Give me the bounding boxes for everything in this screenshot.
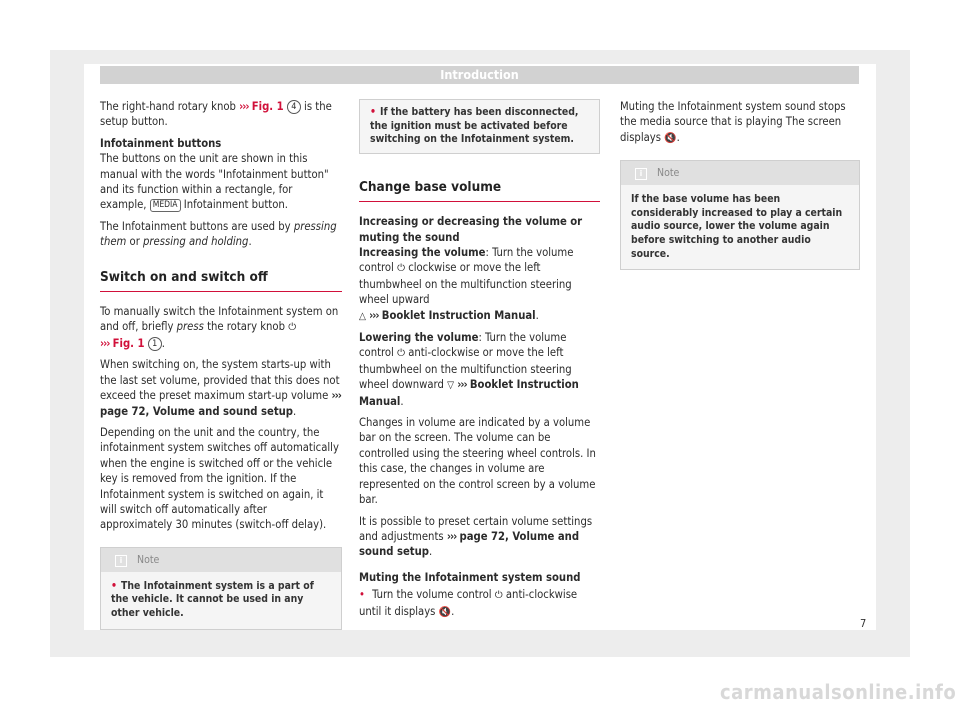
- paragraph-volume-bar: Changes in volume are indicated by a volume bar on the screen. The volume can be controlled using the steering wheel controls. In this case, the changes in volume are represented on the control screen by a volume bar.: [359, 416, 596, 507]
- info-icon: i: [115, 555, 127, 567]
- note-body: • The Infotainment system is a part of the vehicle. It cannot be used in any other vehicle.: [101, 572, 341, 629]
- subheading: Increasing or decreasing the volume or muting the sound: [359, 215, 583, 244]
- paragraph-mute-effect: Muting the Infotainment system sound stops the media source that is playing The screen displays 🔇.: [620, 100, 846, 144]
- bullet-icon: •: [111, 579, 117, 592]
- paragraph-increase: Increasing the volume: Turn the volume control ⏻ clockwise or move the left thumbwheel on the multifunction steering wheel upward △ ››› Booklet Instruction Manual.: [359, 246, 574, 322]
- chevron-icon: ›››: [369, 308, 379, 322]
- power-icon: ⏻: [494, 590, 503, 602]
- speaker-muted-icon: 🔇: [438, 606, 452, 618]
- paragraph-decrease: Lowering the volume: Turn the volume control ⏻ anti-clockwise or move the left thumbwheel on the multifunction steering wheel downward ▽ ››› Booklet Instruction Manual.: [359, 331, 579, 408]
- paragraph-auto-off: Depending on the unit and the country, the infotainment system switches off automatically when the engine is switched off or the vehicle key is removed from the ignition. If the Infotainment system is switched on again, it will switch off automatically after approximately 30 minutes (switch-off delay).: [100, 425, 339, 532]
- column-right: [620, 99, 860, 270]
- paragraph-manual-switch: To manually switch the Infotainment system on and off, briefly press the rotary knob ⏻ ››› Fig. 1 1 .: [100, 305, 339, 350]
- fig-link[interactable]: Fig. 1: [112, 336, 145, 350]
- bullet-icon: •: [359, 588, 365, 602]
- power-icon: ⏻: [288, 322, 297, 334]
- bullet-icon: •: [370, 106, 376, 118]
- page-link[interactable]: page 72, Volume and sound setup: [359, 529, 580, 559]
- chevron-icon: ›››: [100, 336, 110, 350]
- note-header: i Note: [621, 161, 859, 185]
- triangle-up-icon: △: [359, 310, 366, 322]
- power-icon: ⏻: [397, 348, 405, 360]
- paragraph-preset: It is possible to preset certain volume settings and adjustments ››› page 72, Volume and sound setup.: [359, 514, 593, 559]
- paragraph-setup-button: The right-hand rotary knob ››› Fig. 1 4 is the setup button.: [100, 100, 332, 129]
- paragraph-infotainment-buttons: Infotainment buttons The buttons on the unit are shown in this manual with the words "Infotainment button" and its function within a rectangle, for example, MEDIA Infotainment button.: [100, 136, 329, 212]
- triangle-down-icon: ▽: [447, 380, 455, 392]
- column-left: [100, 99, 342, 630]
- chevron-icon: ›››: [239, 100, 249, 113]
- watermark: carmanualsonline.info: [720, 680, 957, 704]
- callout-number: 1: [148, 337, 162, 351]
- paragraph-mute-step: • Turn the volume control ⏻ anti-clockwise until it displays 🔇.: [359, 588, 578, 618]
- booklet-ref: Booklet Instruction Manual: [359, 378, 579, 408]
- chevron-icon: ›››: [446, 529, 457, 543]
- chevron-icon: ›››: [331, 389, 341, 403]
- subheading: Infotainment buttons: [100, 136, 222, 150]
- note-header: i Note: [101, 548, 341, 572]
- info-icon: i: [635, 168, 647, 180]
- section-title-volume: Change base volume: [359, 158, 600, 202]
- paragraph-button-usage: The Infotainment buttons are used by pressing them or pressing and holding.: [100, 219, 337, 249]
- power-icon: ⏻: [397, 263, 405, 275]
- note-box: [100, 547, 342, 630]
- fig-link[interactable]: Fig. 1: [251, 100, 284, 113]
- speaker-muted-icon: 🔇: [664, 132, 677, 144]
- section-title-switch: Switch on and switch off: [100, 256, 342, 292]
- note-box: [620, 160, 860, 270]
- paragraph-startup-volume: When switching on, the system starts-up with the last set volume, provided that this does not exceed the preset maximum start-up volume ››› page 72, Volume and sound setup.: [100, 358, 341, 418]
- subheading: Muting the Infotainment system sound: [359, 570, 581, 584]
- booklet-ref: Booklet Instruction Manual: [381, 308, 536, 322]
- page-number: 7: [860, 617, 867, 630]
- note-body: If the base volume has been considerably increased to play a certain audio source, lower the volume again before switching to another audio source.: [621, 185, 859, 269]
- note-body: • If the battery has been disconnected, the ignition must be activated before switching on the Infotainment system.: [360, 100, 599, 153]
- column-middle: [359, 99, 600, 626]
- page-link[interactable]: page 72, Volume and sound setup: [100, 404, 294, 418]
- callout-number: 4: [287, 100, 301, 114]
- chevron-icon: ›››: [457, 378, 467, 392]
- note-box: [359, 99, 600, 154]
- media-key: MEDIA: [150, 199, 181, 212]
- chapter-header: Introduction: [100, 66, 859, 84]
